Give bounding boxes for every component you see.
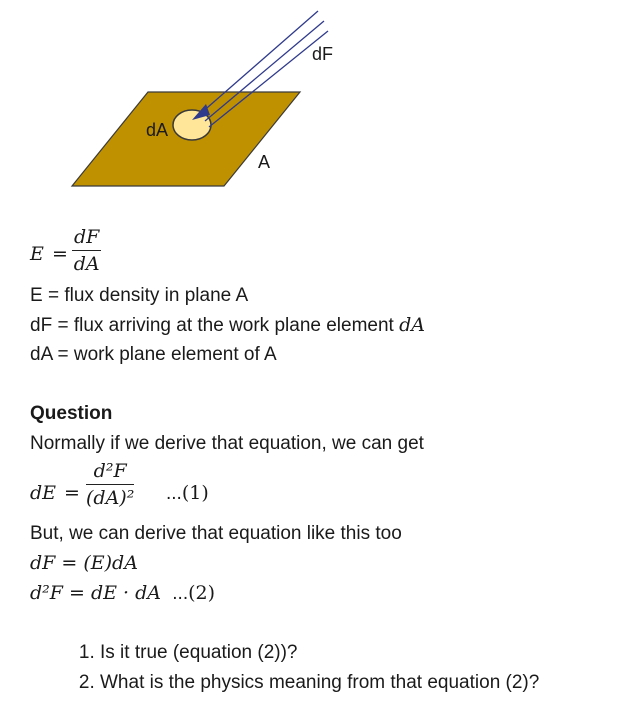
- eq2-text: d²F = dE · dA: [30, 582, 161, 604]
- flux-diagram: [0, 0, 632, 230]
- def-line-2: [30, 314, 425, 337]
- question-intro: Normally if we derive that equation, we can get: [30, 433, 424, 454]
- label-df: dF: [312, 44, 334, 64]
- question-item-1: 1. Is it true (equation (2))?: [100, 640, 539, 670]
- question-item-2: 2. What is the physics meaning from that equation (2)?: [100, 670, 539, 700]
- eq1-denominator: (dA)²: [86, 487, 135, 509]
- eq2: [30, 582, 215, 605]
- eq2-tag-number: (2): [188, 582, 216, 604]
- eq1-numerator: d²F: [86, 460, 134, 485]
- question-heading: Question: [30, 403, 113, 424]
- def-denominator: dA: [73, 253, 100, 275]
- def-line-2-math: dA: [399, 314, 425, 336]
- def-numerator: dF: [72, 226, 101, 251]
- def-lhs: E: [30, 243, 44, 265]
- def-line-2-text: dF = flux arriving at the work plane element: [30, 315, 400, 336]
- eq2-tag-dots: ...: [172, 583, 189, 604]
- label-da: dA: [146, 120, 169, 140]
- eq1-lhs: dE: [30, 482, 57, 504]
- eq1-fraction: [86, 460, 134, 509]
- def-equals: =: [52, 243, 68, 265]
- eq1-tag-dots: ...: [166, 483, 182, 504]
- def-line-3: dA = work plane element of A: [30, 344, 277, 365]
- eq-a: dF = (E)dA: [30, 552, 138, 574]
- alt-intro: But, we can derive that equation like this too: [30, 523, 402, 544]
- eq1-tag: [166, 482, 209, 505]
- def-fraction: [72, 226, 101, 275]
- eq1-equals: =: [64, 482, 80, 504]
- def-line-1: E = flux density in plane A: [30, 285, 249, 306]
- eq1-tag-number: (1): [181, 482, 209, 504]
- question-list: [62, 640, 539, 700]
- label-a: A: [258, 152, 271, 172]
